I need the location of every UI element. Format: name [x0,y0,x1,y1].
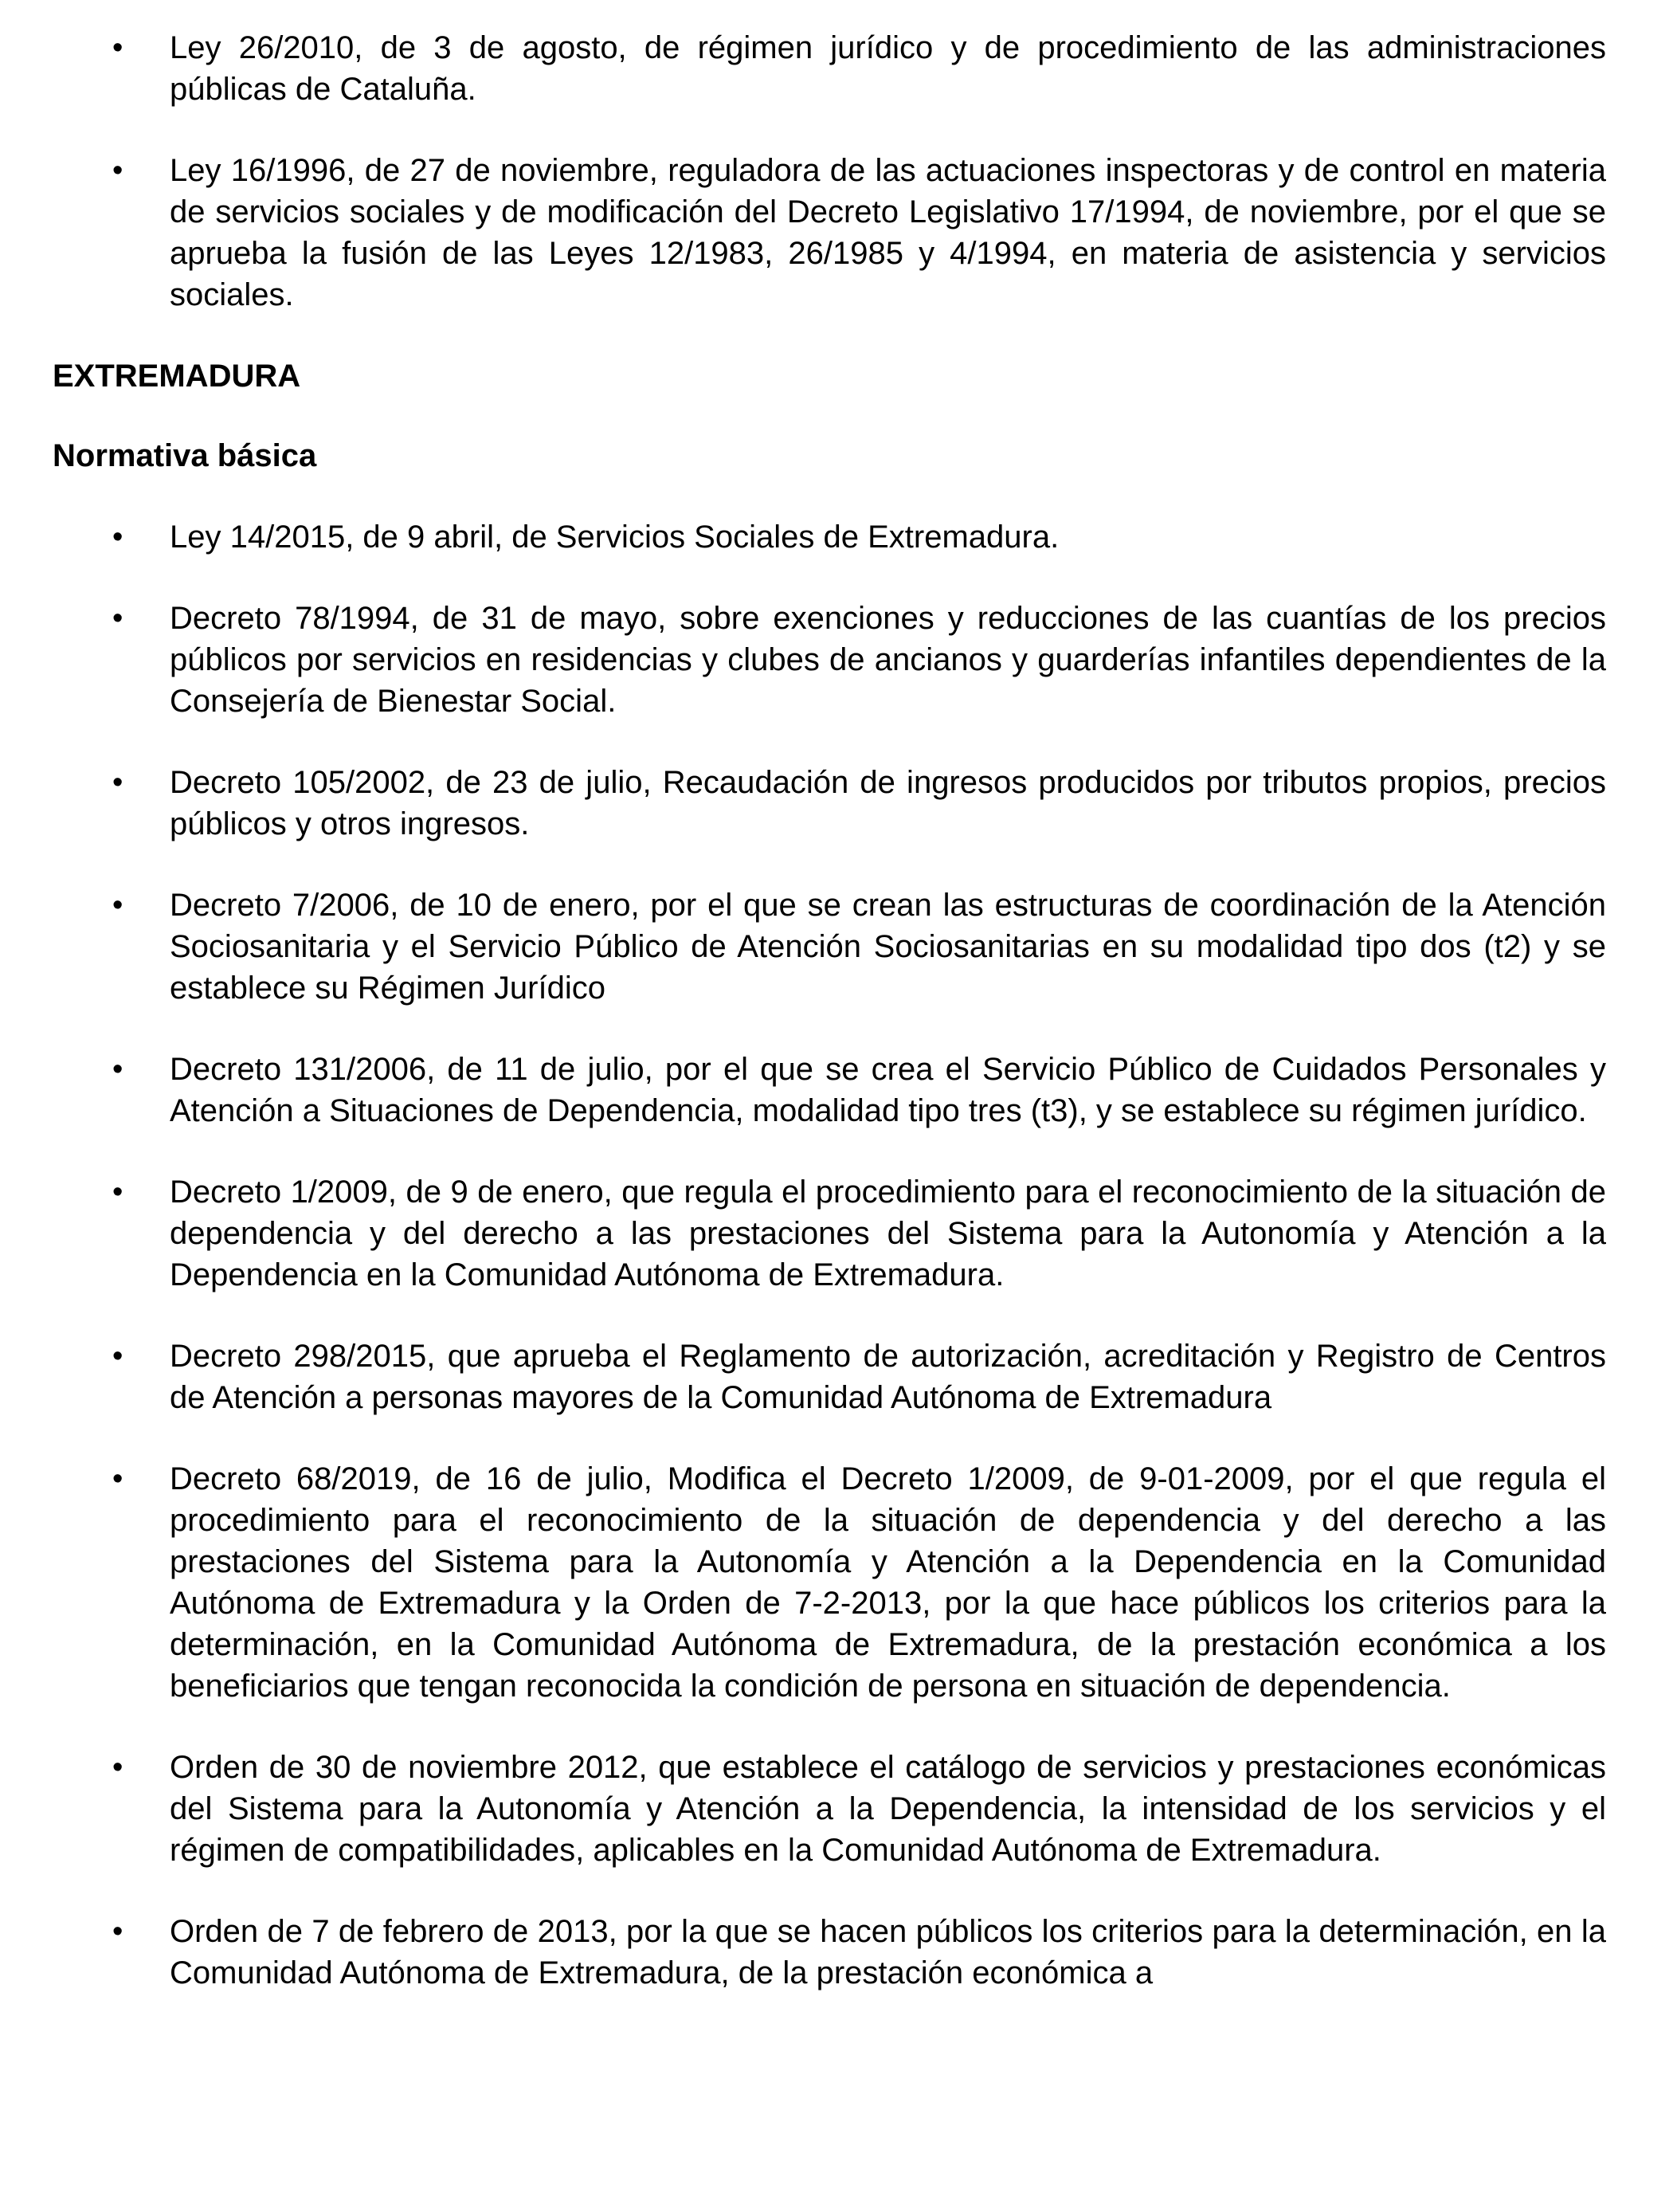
intro-list [53,27,1606,316]
list-item [53,598,1606,722]
list-item-text: Ley 16/1996, de 27 de noviembre, reguladora de las actuaciones inspectoras y de control en materia de servicios sociales y de modificación del Decreto Legislativo 17/1994, de noviembre, por el que se aprueba la fusión de las Leyes 12/1983, 26/1985 y 4/1994, en materia de asistencia y servicios sociales. [170,153,1606,312]
bullet-icon: • [112,31,123,65]
regulation-list [53,516,1606,1994]
list-item-text: Decreto 298/2015, que aprueba el Reglamento de autorización, acreditación y Registro de Centros de Atención a personas mayores de la Comunidad Autónoma de Extremadura [170,1339,1606,1415]
list-item-text: Decreto 105/2002, de 23 de julio, Recaudación de ingresos producidos por tributos propios, precios públicos y otros ingresos. [170,765,1606,841]
list-item-text: Decreto 68/2019, de 16 de julio, Modifica el Decreto 1/2009, de 9-01-2009, por el que regula el procedimiento para el reconocimiento de la situación de dependencia y del derecho a las prestaciones del Sistema para la Autonomía y Atención a la Dependencia en la Comunidad Autónoma de Extremadura y la Orden de 7-2-2013, por la que hace públicos los criterios para la determinación, en la Comunidad Autónoma de Extremadura, de la prestación económica a los beneficiarios que tengan reconocida la condición de persona en situación de dependencia. [170,1461,1606,1704]
list-item-text: Decreto 7/2006, de 10 de enero, por el que se crean las estructuras de coordinación de la Atención Sociosanitaria y el Servicio Público de Atención Sociosanitarias en su modalidad tipo dos (t2) y se establece su Régimen Jurídico [170,888,1606,1006]
bullet-icon: • [112,602,123,635]
section-title: EXTREMADURA [53,359,301,394]
list-item-text: Decreto 78/1994, de 31 de mayo, sobre exenciones y reducciones de las cuantías de los precios públicos por servicios en residencias y clubes de ancianos y guarderías infantiles dependientes de la Consejería de Bienestar Social. [170,601,1606,719]
list-item-text: Ley 14/2015, de 9 abril, de Servicios Sociales de Extremadura. [170,520,1060,555]
list-item [53,27,1606,110]
bullet-icon: • [112,520,123,554]
list-item-text: Decreto 1/2009, de 9 de enero, que regula el procedimiento para el reconocimiento de la situación de dependencia y del derecho a las prestaciones del Sistema para la Autonomía y Atención a la Dependencia en la Comunidad Autónoma de Extremadura. [170,1175,1606,1292]
bullet-icon: • [112,1053,123,1086]
list-item-text: Decreto 131/2006, de 11 de julio, por el que se crea el Servicio Público de Cuidados Personales y Atención a Situaciones de Dependencia, modalidad tipo tres (t3), y se establece su régimen jurídico. [170,1052,1606,1128]
list-item [53,1458,1606,1707]
bullet-icon: • [112,1175,123,1209]
list-item [53,884,1606,1009]
list-item [53,1049,1606,1131]
bullet-icon: • [112,766,123,799]
list-item [53,150,1606,316]
list-item [53,1171,1606,1296]
list-item [53,1335,1606,1418]
bullet-icon: • [112,1751,123,1784]
bullet-icon: • [112,888,123,922]
list-item [53,1747,1606,1871]
list-item-text: Orden de 7 de febrero de 2013, por la que se hacen públicos los criterios para la determinación, en la Comunidad Autónoma de Extremadura, de la prestación económica a [170,1914,1606,1990]
list-item [53,762,1606,845]
list-item [53,1911,1606,1994]
bullet-icon: • [112,154,123,187]
subsection-title: Normativa básica [53,438,317,473]
list-item-text: Orden de 30 de noviembre 2012, que establece el catálogo de servicios y prestaciones económicas del Sistema para la Autonomía y Atención a la Dependencia, la intensidad de los servicios y el régimen de compatibilidades, aplicables en la Comunidad Autónoma de Extremadura. [170,1750,1606,1868]
list-item-text: Ley 26/2010, de 3 de agosto, de régimen jurídico y de procedimiento de las administraciones públicas de Cataluña. [170,30,1606,107]
list-item [53,516,1606,558]
bullet-icon: • [112,1462,123,1496]
bullet-icon: • [112,1915,123,1948]
bullet-icon: • [112,1339,123,1373]
